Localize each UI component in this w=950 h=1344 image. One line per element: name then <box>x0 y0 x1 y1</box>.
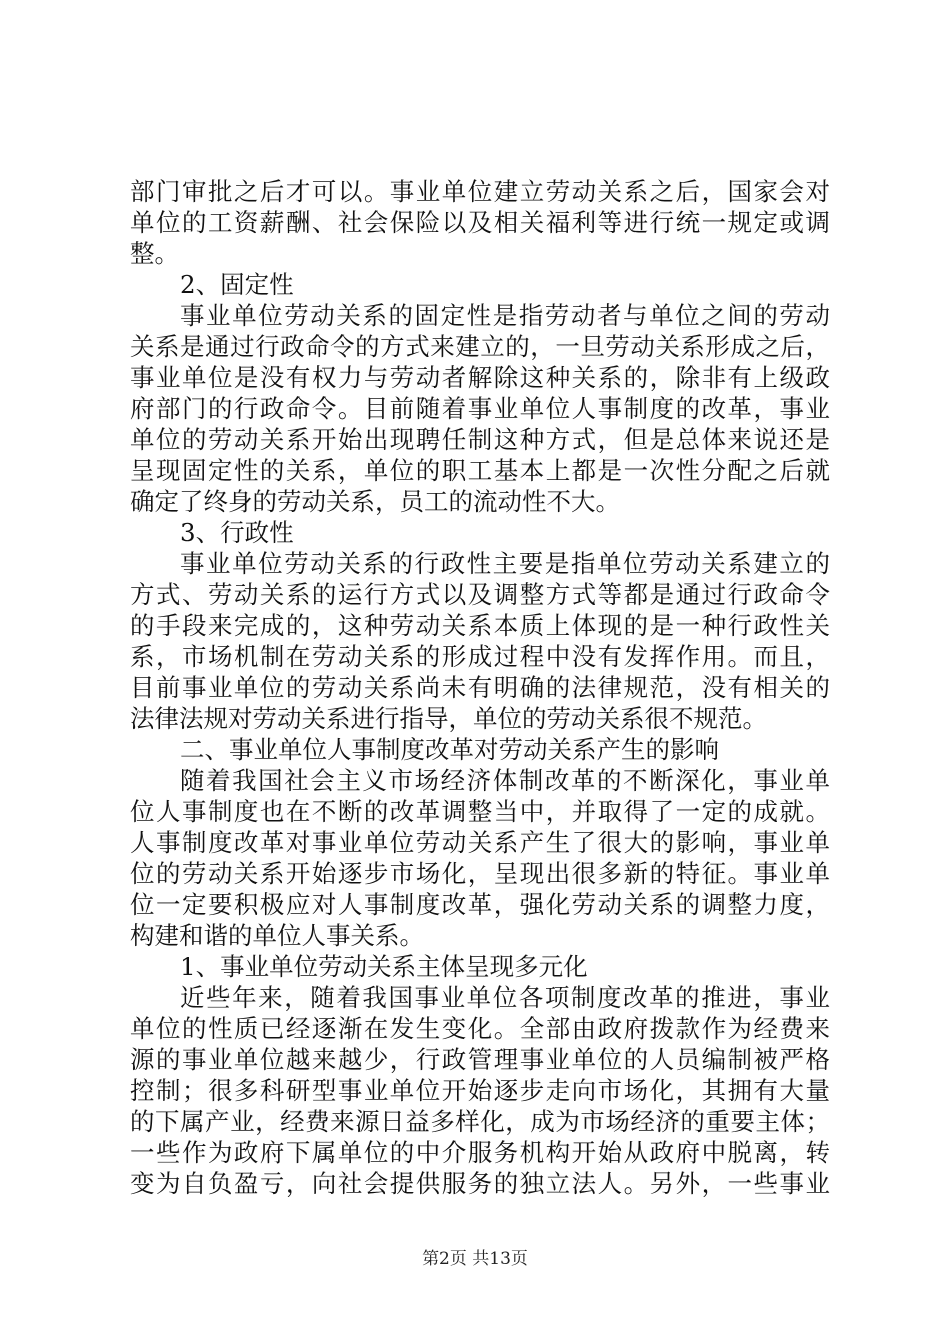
text-line: 府部门的行政命令。目前随着事业单位人事制度的改革，事业 <box>130 394 830 423</box>
text-line: 单位的性质已经逐渐在发生变化。全部由政府拨款作为经费来 <box>130 1014 830 1043</box>
text-line: 事业单位是没有权力与劳动者解除这种关系的，除非有上级政 <box>130 363 830 392</box>
paragraph <box>130 176 830 269</box>
text-line: 人事制度改革对事业单位劳动关系产生了很大的影响，事业单 <box>130 828 830 857</box>
text-line: 事业单位劳动关系的固定性是指劳动者与单位之间的劳动 <box>180 301 830 330</box>
text-line: 系，市场机制在劳动关系的形成过程中没有发挥作用。而且， <box>130 642 830 671</box>
text-line: 构建和谐的单位人事关系。 <box>130 921 424 950</box>
section-heading: 二、事业单位人事制度改革对劳动关系产生的影响 <box>180 735 719 764</box>
text-line: 源的事业单位越来越少，行政管理事业单位的人员编制被严格 <box>130 1045 830 1074</box>
text-line: 呈现固定性的关系，单位的职工基本上都是一次性分配之后就 <box>130 456 830 485</box>
text-line: 法律法规对劳动关系进行指导，单位的劳动关系很不规范。 <box>130 704 767 733</box>
text-line: 事业单位劳动关系的行政性主要是指单位劳动关系建立的 <box>180 549 830 578</box>
paragraph <box>130 765 830 951</box>
text-line: 的下属产业，经费来源日益多样化，成为市场经济的重要主体； <box>130 1107 830 1136</box>
text-line: 单位的工资薪酬、社会保险以及相关福利等进行统一规定或调 <box>130 208 830 237</box>
page-number: 第2页 共13页 <box>422 1249 528 1269</box>
text-line: 部门审批之后才可以。事业单位建立劳动关系之后，国家会对 <box>130 177 830 206</box>
text-line: 单位的劳动关系开始出现聘任制这种方式，但是总体来说还是 <box>130 425 830 454</box>
paragraph <box>130 300 830 517</box>
text-line: 控制；很多科研型事业单位开始逐步走向市场化，其拥有大量 <box>130 1076 830 1105</box>
section-heading: 3、行政性 <box>180 518 294 547</box>
text-line: 目前事业单位的劳动关系尚未有明确的法律规范，没有相关的 <box>130 673 830 702</box>
document-body <box>130 176 830 1199</box>
section-heading: 2、固定性 <box>180 270 294 299</box>
text-line: 近些年来，随着我国事业单位各项制度改革的推进，事业 <box>180 983 830 1012</box>
text-line: 的手段来完成的，这种劳动关系本质上体现的是一种行政性关 <box>130 611 830 640</box>
text-line: 整。 <box>130 239 179 268</box>
paragraph <box>130 548 830 734</box>
text-line: 一些作为政府下属单位的中介服务机构开始从政府中脱离，转 <box>130 1138 830 1167</box>
text-line: 方式、劳动关系的运行方式以及调整方式等都是通过行政命令 <box>130 580 830 609</box>
paragraph <box>130 982 830 1199</box>
text-line: 位一定要积极应对人事制度改革，强化劳动关系的调整力度， <box>130 890 830 919</box>
text-line: 位的劳动关系开始逐步市场化，呈现出很多新的特征。事业单 <box>130 859 830 888</box>
text-line: 位人事制度也在不断的改革调整当中，并取得了一定的成就。 <box>130 797 830 826</box>
text-line: 变为自负盈亏，向社会提供服务的独立法人。另外，一些事业 <box>130 1169 830 1198</box>
text-line: 确定了终身的劳动关系，员工的流动性不大。 <box>130 487 620 516</box>
section-heading: 1、事业单位劳动关系主体呈现多元化 <box>180 952 588 981</box>
text-line: 随着我国社会主义市场经济体制改革的不断深化，事业单 <box>180 766 830 795</box>
text-line: 关系是通过行政命令的方式来建立的，一旦劳动关系形成之后， <box>130 332 830 361</box>
